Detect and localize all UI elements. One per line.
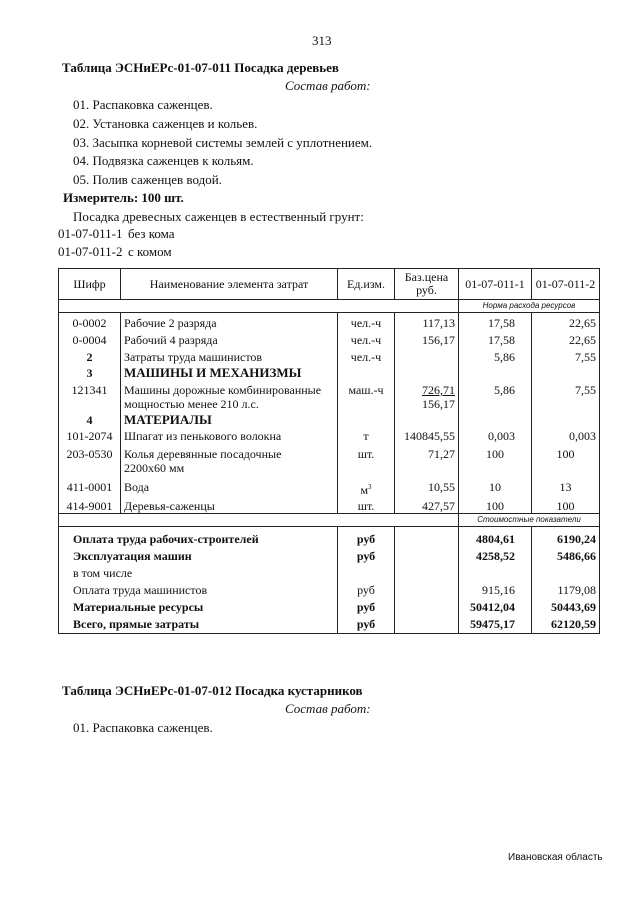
unit: м xyxy=(360,483,369,497)
band-costs: Стоимостные показатели xyxy=(459,514,600,527)
cost-row: Эксплуатация машин руб 4258,52 5486,66 xyxy=(59,546,600,563)
header-unit: Ед.изм. xyxy=(338,269,395,300)
footer-region: Ивановская область xyxy=(508,852,603,863)
band-norms-row xyxy=(59,300,600,313)
work-step: 03. Засыпка корневой системы землей с уплотнением. xyxy=(73,135,373,150)
variant-code: 01-07-011-2 xyxy=(58,244,123,259)
cost-row: в том числе xyxy=(59,563,600,580)
table-row: 0-0004 Рабочий 4 разряда чел.-ч 156,17 17,58 22,65 xyxy=(59,330,600,347)
resource-table xyxy=(58,268,600,634)
row-price-line1: 726,71 xyxy=(422,383,455,397)
page-number: 313 xyxy=(312,33,332,48)
table-row: 121341 Машины дорожные комбинированные мощностью менее 210 л.с. маш.-ч 726,71 156,17 5,86 7,55 xyxy=(59,380,600,411)
variant-label: без кома xyxy=(128,226,175,241)
table-row: 203-0530 Колья деревянные посадочные 2200х60 мм шт. 71,27 100 100 xyxy=(59,443,600,475)
work-step: 04. Подвязка саженцев к кольям. xyxy=(73,153,254,168)
work-step: 02. Установка саженцев и кольев. xyxy=(73,116,258,131)
variant-code: 01-07-011-1 xyxy=(58,226,123,241)
band-norms: Норма расхода ресурсов xyxy=(459,300,600,313)
row-name-line2: мощностью менее 210 л.с. xyxy=(124,397,259,411)
row-name-line1: Машины дорожные комбинированные xyxy=(124,383,322,397)
composition-heading: Состав работ: xyxy=(285,78,371,93)
description: Посадка древесных саженцев в естественный грунт: xyxy=(73,209,364,224)
row-price-line2: 156,17 xyxy=(422,397,455,411)
header-col1: 01-07-011-1 xyxy=(459,269,532,300)
cost-row: Оплата труда рабочих-строителей руб 4804,61 6190,24 xyxy=(59,527,600,547)
header-code: Шифр xyxy=(59,269,121,300)
header-base-price-line1: Баз.цена xyxy=(404,270,449,284)
table-row: 414-9001 Деревья-саженцы шт. 427,57 100 100 xyxy=(59,497,600,514)
row-name-line2: 2200х60 мм xyxy=(124,461,185,475)
work-step: 01. Распаковка саженцев. xyxy=(73,97,213,112)
table-row: 0-0002 Рабочие 2 разряда чел.-ч 117,13 17,58 22,65 xyxy=(59,313,600,331)
table-header xyxy=(59,269,600,300)
section-row: 4 МАТЕРИАЛЫ xyxy=(59,411,600,427)
section-row: 3 МАШИНЫ И МЕХАНИЗМЫ xyxy=(59,364,600,380)
table-row: 411-0001 Вода $м^3$ 10,55 10 13 xyxy=(59,475,600,497)
table-row: 101-2074 Шпагат из пенькового волокна т 140845,55 0,003 0,003 xyxy=(59,427,600,443)
cost-row: Всего, прямые затраты руб 59475,17 62120,59 xyxy=(59,614,600,634)
band-costs-row xyxy=(59,514,600,527)
table-row: 2 Затраты труда машинистов чел.-ч 5,86 7,55 xyxy=(59,347,600,364)
row-name-line1: Колья деревянные посадочные xyxy=(124,447,282,461)
header-col2: 01-07-011-2 xyxy=(532,269,600,300)
header-base-price xyxy=(395,269,459,300)
composition-heading-2: Состав работ: xyxy=(285,701,371,716)
table-title: Таблица ЭСНиЕРс-01-07-011 Посадка деревьев xyxy=(62,60,339,75)
work-step: 05. Полив саженцев водой. xyxy=(73,172,222,187)
table-title-2: Таблица ЭСНиЕРс-01-07-012 Посадка кустарников xyxy=(62,683,363,698)
cost-row: Оплата труда машинистов руб 915,16 1179,08 xyxy=(59,580,600,597)
header-name: Наименование элемента затрат xyxy=(121,269,338,300)
header-base-price-line2: руб. xyxy=(416,283,437,297)
cost-row: Материальные ресурсы руб 50412,04 50443,69 xyxy=(59,597,600,614)
work-step: 01. Распаковка саженцев. xyxy=(73,720,213,735)
meter: Измеритель: 100 шт. xyxy=(63,190,184,205)
unit-superscript: 3 xyxy=(368,483,372,491)
variant-label: с комом xyxy=(128,244,172,259)
